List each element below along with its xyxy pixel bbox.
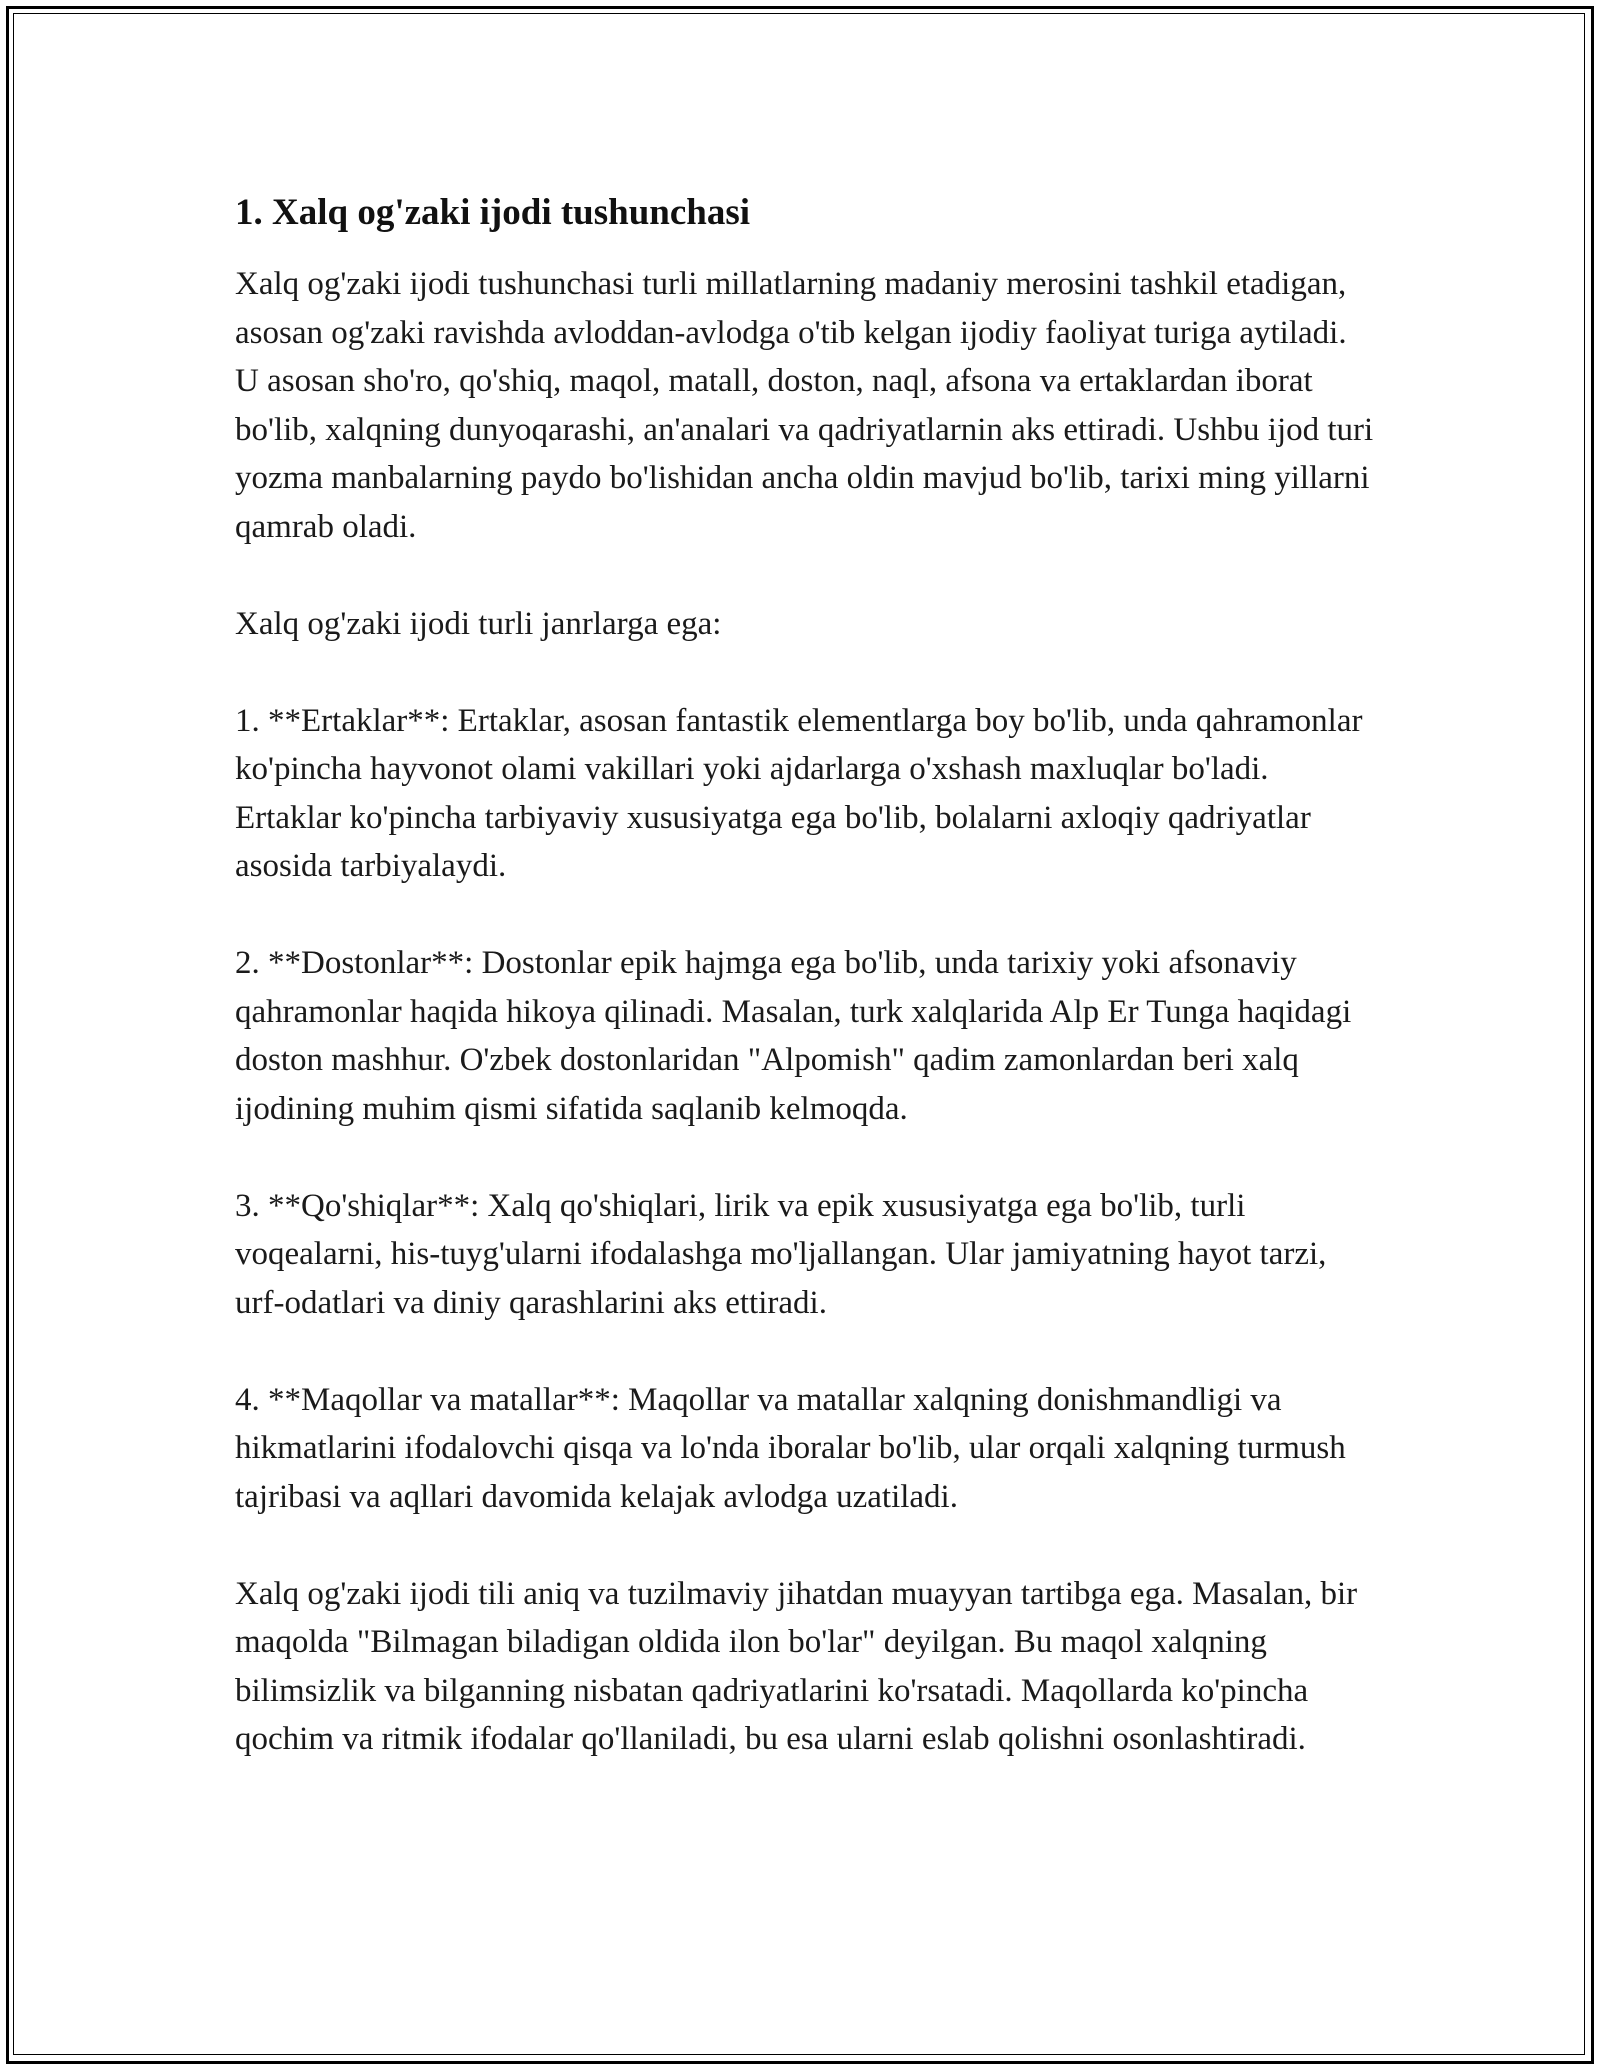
list-item-ertaklar: 1. **Ertaklar**: Ertaklar, asosan fantastik elementlarga boy bo'lib, unda qahramonlar ko'pincha hayvonot olami vakillari yoki ajdarlarga o'xshash maxluqlar bo'ladi. Ertaklar ko'pincha tarbiyaviy xususiyatga ega bo'lib, bolalarni axloqiy qadriyatlar asosida tarbiyalaydi. <box>235 702 1363 884</box>
document-body <box>235 188 1375 1812</box>
list-item-qoshiqlar: 3. **Qo'shiqlar**: Xalq qo'shiqlari, lirik va epik xususiyatga ega bo'lib, turli voqealarni, his-tuyg'ularni ifodalashga mo'ljallangan. Ular jamiyatning hayot tarzi, urf-odatlari va diniy qarashlarini aks ettiradi. <box>235 1187 1327 1321</box>
page-title: 1. Xalq og'zaki ijodi tushunchasi <box>235 192 751 233</box>
paragraph-genres-lead: Xalq og'zaki ijodi turli janrlarga ega: <box>235 605 722 642</box>
paragraph-intro: Xalq og'zaki ijodi tushunchasi turli millatlarning madaniy merosini tashkil etadigan, asosan og'zaki ravishda avloddan-avlodga o'tib kelgan ijodiy faoliyat turiga aytiladi. U asosan sho'ro, qo'shiq, maqol, matall, doston, naql, afsona va ertaklardan iborat bo'lib, xalqning dunyoqarashi, an'analari va qadriyatlarnin aks ettiradi. Ushbu ijod turi yozma manbalarning paydo bo'lishidan ancha oldin mavjud bo'lib, tarixi ming yillarni qamrab oladi. <box>235 266 1374 545</box>
paragraph-conclusion: Xalq og'zaki ijodi tili aniq va tuzilmaviy jihatdan muayyan tartibga ega. Masalan, bir maqolda "Bilmagan biladigan oldida ilon bo'lar" deyilgan. Bu maqol xalqning bilimsizlik va bilganning nisbatan qadriyatlarini ko'rsatadi. Maqollarda ko'pincha qochim va ritmik ifodalar qo'llaniladi, bu esa ularni eslab qolishni osonlashtiradi. <box>235 1575 1358 1757</box>
list-item-maqollar: 4. **Maqollar va matallar**: Maqollar va matallar xalqning donishmandligi va hikmatlarini ifodalovchi qisqa va lo'nda iboralar bo'lib, ular orqali xalqning turmush tajribasi va aqllari davomida kelajak avlodga uzatiladi. <box>235 1381 1346 1515</box>
list-item-dostonlar: 2. **Dostonlar**: Dostonlar epik hajmga ega bo'lib, unda tarixiy yoki afsonaviy qahramonlar haqida hikoya qilinadi. Masalan, turk xalqlarida Alp Er Tunga haqidagi doston mashhur. O'zbek dostonlaridan "Alpomish" qadim zamonlardan beri xalq ijodining muhim qismi sifatida saqlanib kelmoqda. <box>235 945 1352 1127</box>
